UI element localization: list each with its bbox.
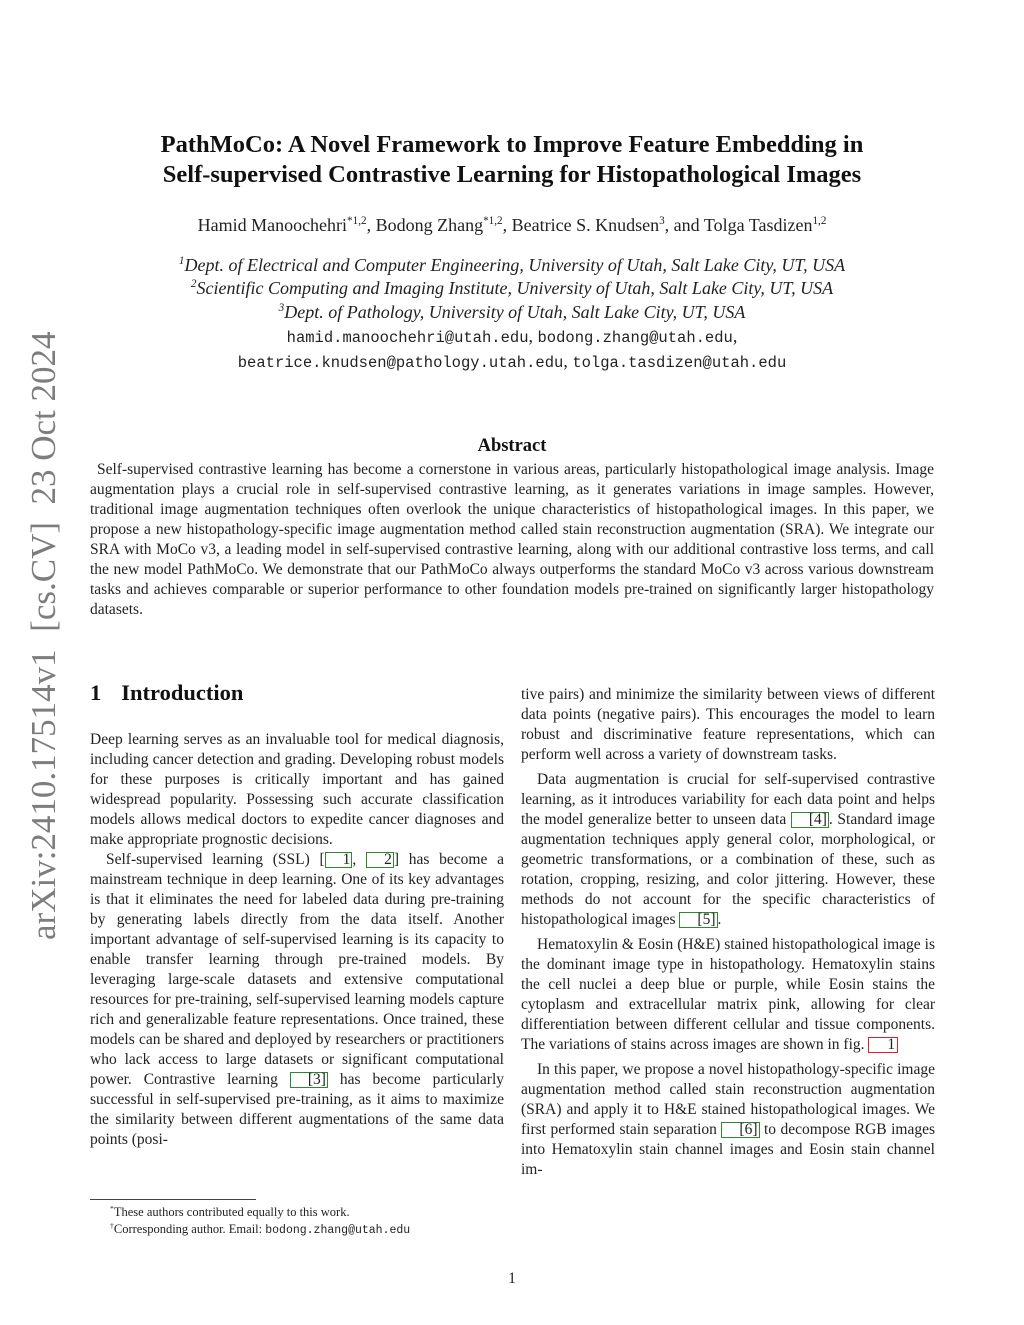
citation-link[interactable]: 1: [325, 852, 353, 868]
citation-number: 4: [814, 811, 822, 828]
footnote-email[interactable]: bodong.zhang@utah.edu: [265, 1224, 411, 1237]
footnote-text: These authors contributed equally to this work.: [113, 1205, 350, 1219]
affiliation-text: Dept. of Pathology, University of Utah, Salt Lake City, UT, USA: [284, 301, 746, 322]
author-name: Bodong Zhang: [375, 215, 484, 235]
paragraph-text: . Standard image augmentation techniques apply general color, morphological, or geometric transformations, or a combination of these, such as rotation, cropping, resizing, and color jittering. However, these methods do not account for the specific characteristics of histopathological images: [521, 811, 935, 928]
footnote-text: Corresponding author. Email:: [113, 1222, 266, 1236]
affiliation-list: [90, 254, 934, 324]
author-separator: , and: [664, 215, 704, 235]
footnote-1: [90, 1204, 504, 1221]
footnote-mark: †: [110, 1220, 114, 1230]
email-link[interactable]: beatrice.knudsen@pathology.utah.edu: [237, 354, 564, 372]
abstract-heading: Abstract: [477, 436, 547, 456]
paragraph-text: ,: [352, 851, 367, 868]
author-affiliation-mark: *1,2: [483, 215, 503, 227]
citation-link[interactable]: [6]: [721, 1122, 759, 1138]
left-column: [90, 678, 504, 1150]
author-name: Beatrice S. Knudsen: [511, 215, 660, 235]
footnotes: [90, 1204, 504, 1239]
page-number: 1: [508, 1270, 516, 1287]
citation-link[interactable]: [4]: [791, 812, 829, 828]
citation-link[interactable]: 2: [366, 852, 394, 868]
author-list: [90, 213, 934, 237]
right-column: [521, 685, 935, 1180]
email-link[interactable]: bodong.zhang@utah.edu: [537, 329, 733, 347]
title-line-1: PathMoCo: A Novel Framework to Improve Feature Embedding in: [160, 131, 864, 158]
paragraph-text: Self-supervised learning (SSL): [106, 851, 320, 868]
footnote-2: [90, 1221, 504, 1239]
citation-number: 5: [702, 911, 711, 928]
affiliation-text: Dept. of Electrical and Computer Engineering, University of Utah, Salt Lake City, UT, USA: [184, 255, 846, 275]
paper-title: [90, 130, 934, 190]
citation-number: 3: [312, 1071, 321, 1088]
abstract-text: Self-supervised contrastive learning has become a cornerstone in various areas, particularly histopathological image analysis. Image augmentation plays a crucial role in self-supervised contrastive learning, as it generates variations in image samples. However, traditional image augmentation techniques often overlook the unique characteristics of histopathological images. In this paper, we propose a new histopathology-specific image augmentation method called stain reconstruction augmentation (SRA). We integrate our SRA with MoCo v3, a leading model in self-supervised contrastive learning, along with our additional contrastive loss terms, and call the new model PathMoCo. We demonstrate that our PathMoCo always outperforms the standard MoCo v3 across various downstream tasks and achieves comparable or superior performance to other foundation models pre-trained on significantly larger histopathology datasets.: [90, 461, 934, 618]
figure-reference-link[interactable]: 1: [868, 1037, 898, 1053]
affiliation-1: [90, 254, 934, 277]
author-separator: ,: [366, 215, 376, 235]
citation-link[interactable]: [5]: [679, 912, 717, 928]
affiliation-2: [90, 277, 934, 300]
arxiv-stamp-text: arXiv:2410.17514v1 [cs.CV] 23 Oct 2024: [24, 331, 63, 940]
author-affiliation-mark: *1,2: [347, 215, 367, 227]
citation-link[interactable]: [3]: [290, 1072, 328, 1088]
intro-paragraph-1: Deep learning serves as an invaluable tool for medical diagnosis, including cancer detection and grading. Developing robust models for these purposes is critically important and has gained widespread popularity. Possessing such accurate classification models allows medical doctors to expedite cancer diagnoses and make appropriate prognostic decisions.: [90, 731, 504, 848]
title-line-2: Self-supervised Contrastive Learning for Histopathological Images: [162, 161, 862, 188]
author-name: Tolga Tasdizen: [703, 215, 813, 235]
author-affiliation-mark: 1,2: [812, 215, 827, 227]
paragraph-text: .: [717, 911, 722, 928]
affiliation-mark: 3: [278, 301, 285, 314]
intro-paragraph-4: [521, 935, 935, 1055]
arxiv-identifier-stamp: [8, 330, 68, 950]
author-affiliation-mark: 3: [659, 215, 665, 227]
footnote-mark: *: [110, 1203, 114, 1213]
citation-number: 6: [744, 1121, 753, 1138]
intro-paragraph-3: [521, 770, 935, 930]
intro-paragraph-5: [521, 1060, 935, 1180]
email-link[interactable]: tolga.tasdizen@utah.edu: [572, 354, 787, 372]
intro-paragraph-2: Self-supervised learning (SSL) [ 1 , 2 ] has become a mainstream technique in deep learning. One of its key advantages is that it eliminates the need for labeled data during pre-training by generating labels directly from the data itself. Another important advantage of self-supervised learning is its capacity to enable transfer learning through pre-trained models. By leveraging large-scale datasets and extensive computational resources for pre-training, self-supervised learning models capture rich and generalizable feature representations. Once trained, these models can be shared and deployed by researchers or practitioners who lack access to large datasets or significant computational power. Contrastive learning [3] has become particularly successful in self-supervised pre-training, as it aims to maximize the similarity between different augmentations of the same data points (posi-: [90, 851, 505, 1148]
paragraph-text: to decompose RGB images into Hematoxylin stain channel images and Eosin stain channel im-: [521, 1121, 935, 1178]
paragraph-text: has become a mainstream technique in deep learning. One of its key advantages is that it eliminates the need for labeled data during pre-training by generating labels directly from the data itself. Another important advantage of self-supervised learning is its capacity to enable transfer learning through pre-trained models. By leveraging large-scale datasets and extensive computational resources for pre-training, self-supervised learning models capture rich and generalizable feature representations. Once trained, these models can be shared and deployed by researchers or practitioners who lack access to large datasets or significant computational power. Contrastive learning: [90, 851, 504, 1088]
intro-paragraph-continued: tive pairs) and minimize the similarity between views of different data points (negative pairs). This encourages the model to learn robust and discriminative feature representations, which can perform well across a variety of downstream tasks.: [521, 686, 935, 763]
section-heading-introduction: [90, 678, 504, 708]
author-separator: ,: [502, 215, 512, 235]
paragraph-text: Data augmentation is crucial for self-supervised contrastive learning, as it introduces variability for each data point and helps the model generalize better to unseen data: [521, 771, 935, 828]
email-list: [90, 325, 934, 375]
paragraph-text: has become particularly successful in self-supervised pre-training, as it aims to maximize the similarity between different augmentations of the same data points (posi-: [90, 1071, 505, 1148]
section-title: Introduction: [121, 680, 244, 705]
email-line-1: hamid.manoochehri@utah.edu, bodong.zhang@utah.edu,: [286, 326, 738, 347]
affiliation-mark: 2: [190, 278, 197, 291]
email-line-2: beatrice.knudsen@pathology.utah.edu, tolga.tasdizen@utah.edu: [237, 351, 787, 372]
paragraph-text: Hematoxylin & Eosin (H&E) stained histopathological image is the dominant image type in histopathology. Hematoxylin stains the cell nuclei a deep blue or purple, while Eosin stains the cytoplasm and extracellular matrix pink, allowing for clear differentiation between different cellular and tissue components. The variations of stains across images are shown in fig.: [521, 936, 935, 1053]
footnote-divider: [90, 1199, 256, 1200]
email-link[interactable]: hamid.manoochehri@utah.edu: [286, 329, 529, 347]
affiliation-mark: 1: [178, 255, 185, 267]
affiliation-3: [90, 301, 934, 324]
author-name: Hamid Manoochehri: [197, 215, 348, 235]
paragraph-text: In this paper, we propose a novel histopathology-specific image augmentation method called stain reconstruction augmentation (SRA) and apply it to H&E stained histopathological images. We first performed stain separation: [521, 1061, 935, 1138]
section-number: 1: [90, 680, 102, 705]
affiliation-text: Scientific Computing and Imaging Institute, University of Utah, Salt Lake City, UT, USA: [196, 278, 834, 299]
